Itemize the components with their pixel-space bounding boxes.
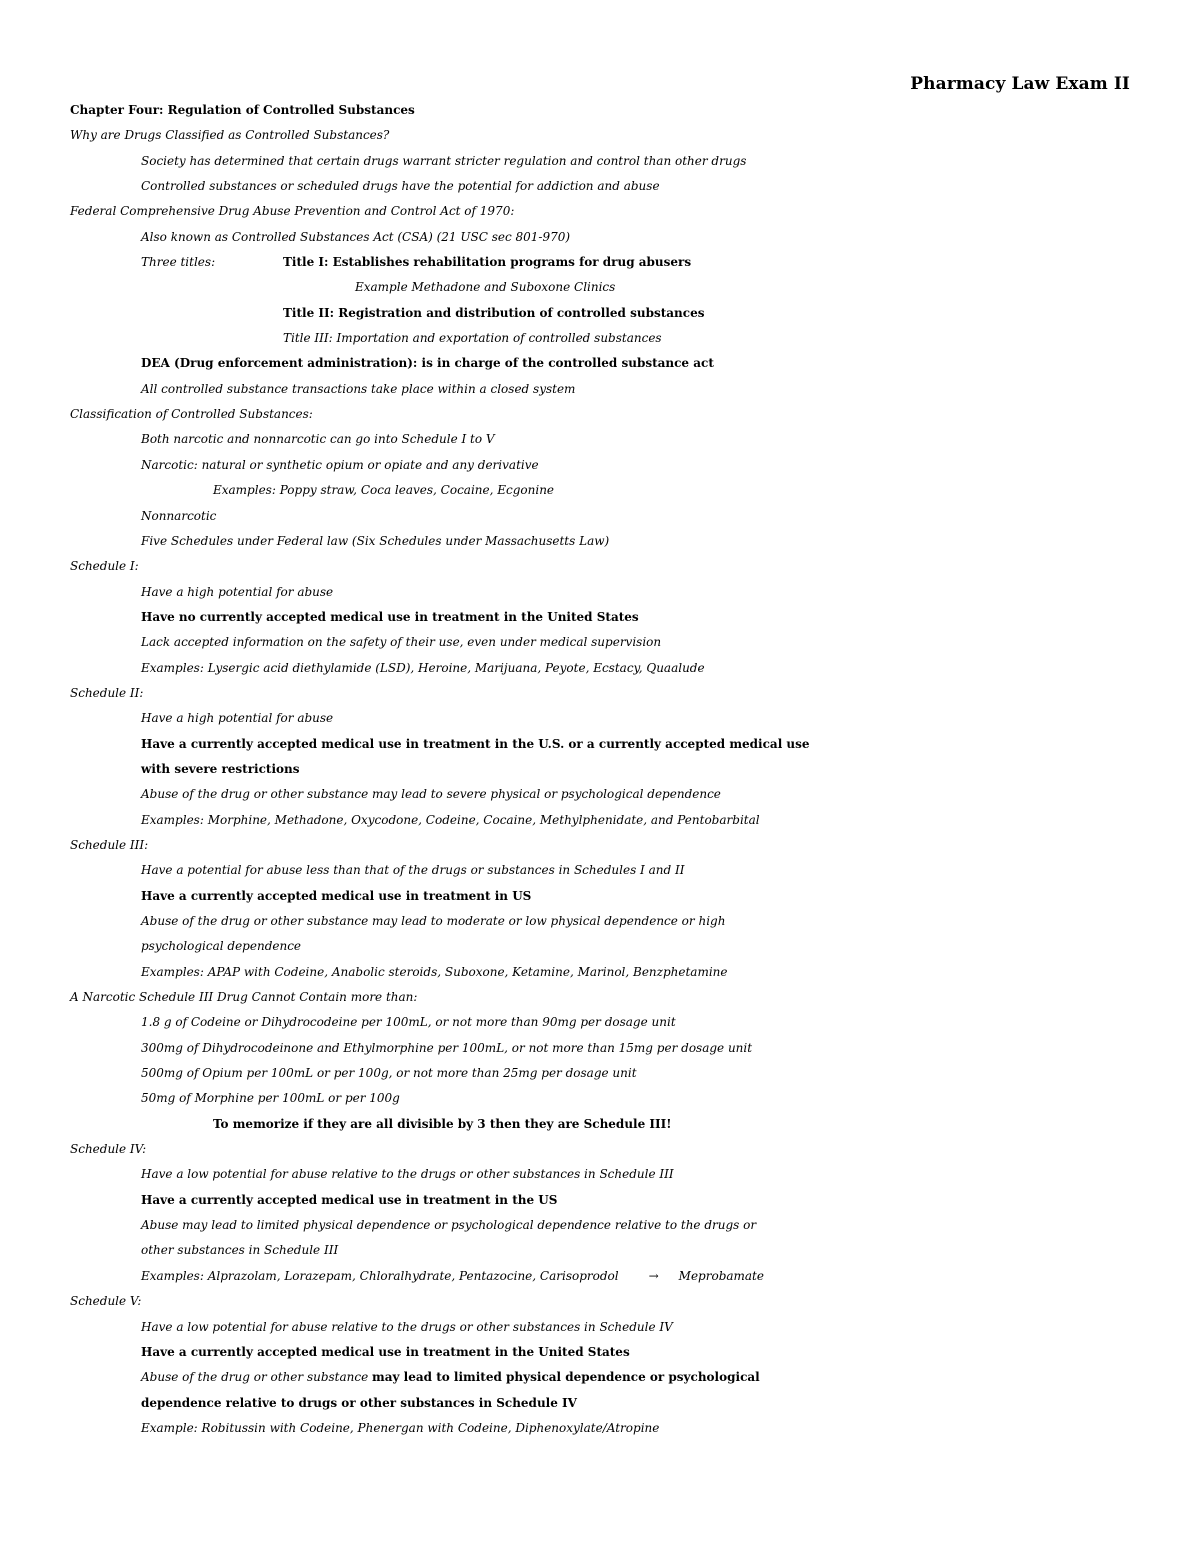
schedule-1-safety: Lack accepted information on the safety of their use, even under medical supervision <box>141 635 662 650</box>
classification-narcotic: Narcotic: natural or synthetic opium or opiate and any derivative <box>141 457 539 472</box>
schedule-3-heading: Schedule III: <box>70 837 149 852</box>
schedule-1-examples: Examples: Lysergic acid diethylamide (LSD), Heroine, Marijuana, Peyote, Ecstacy, Quaalude <box>141 660 705 675</box>
classification-both: Both narcotic and nonnarcotic can go into Schedule I to V <box>141 432 495 447</box>
schedule-5-dependence-bold: may lead to limited physical dependence or psychological <box>372 1370 760 1385</box>
narcotic-limit-item: 50mg of Morphine per 100mL or per 100g <box>141 1091 400 1106</box>
narcotic-limits-heading: A Narcotic Schedule III Drug Cannot Contain more than: <box>70 990 418 1005</box>
narcotic-limit-item: 1.8 g of Codeine or Dihydrocodeine per 100mL, or not more than 90mg per dosage unit <box>141 1015 676 1030</box>
schedule-2-heading: Schedule II: <box>70 685 144 700</box>
schedule-5-abuse: Have a low potential for abuse relative to the drugs or other substances in Schedule IV <box>141 1319 673 1334</box>
classification-nonnarcotic: Nonnarcotic <box>141 508 217 523</box>
why-point: Controlled substances or scheduled drugs have the potential for addiction and abuse <box>141 179 660 194</box>
chapter-title: Chapter Four: Regulation of Controlled Substances <box>70 103 415 117</box>
five-schedules: Five Schedules under Federal law (Six Schedules under Massachusetts Law) <box>141 533 610 548</box>
schedule-2-dependence: Abuse of the drug or other substance may lead to severe physical or psychological dependence <box>141 787 721 802</box>
classification-heading: Classification of Controlled Substances: <box>70 407 313 422</box>
schedule-3-use: Have a currently accepted medical use in treatment in US <box>141 888 532 903</box>
schedule-4-abuse: Have a low potential for abuse relative to the drugs or other substances in Schedule III <box>141 1167 674 1182</box>
schedule-4-examples: Examples: Alprazolam, Lorazepam, Chloralhydrate, Pentazocine, Carisoprodol <box>141 1268 619 1283</box>
page-header: Pharmacy Law Exam II <box>910 74 1130 94</box>
title-1-example: Example Methadone and Suboxone Clinics <box>355 280 616 295</box>
schedule-4-heading: Schedule IV: <box>70 1142 147 1157</box>
act-heading: Federal Comprehensive Drug Abuse Prevention and Control Act of 1970: <box>70 204 515 219</box>
schedule-5-use: Have a currently accepted medical use in treatment in the United States <box>141 1344 630 1359</box>
narcotic-limit-item: 300mg of Dihydrocodeinone and Ethylmorphine per 100mL, or not more than 15mg per dosage unit <box>141 1040 753 1055</box>
schedule-2-use-cont: with severe restrictions <box>141 761 300 776</box>
schedule-5-heading: Schedule V: <box>70 1294 142 1309</box>
schedule-4-examples-tail: Meprobamate <box>678 1268 764 1283</box>
schedule-1-abuse: Have a high potential for abuse <box>141 584 334 599</box>
narcotic-limit-item: 500mg of Opium per 100mL or per 100g, or not more than 25mg per dosage unit <box>141 1066 637 1081</box>
title-2: Title II: Registration and distribution of controlled substances <box>283 305 705 320</box>
memorize-tip: To memorize if they are all divisible by 3 then they are Schedule III! <box>213 1116 672 1131</box>
schedule-5-example: Example: Robitussin with Codeine, Phenergan with Codeine, Diphenoxylate/Atropine <box>141 1420 660 1435</box>
dea-line: DEA (Drug enforcement administration): is in charge of the controlled substance act <box>141 356 714 371</box>
closed-system-line: All controlled substance transactions take place within a closed system <box>141 381 576 396</box>
schedule-5-dependence-cont: dependence relative to drugs or other substances in Schedule IV <box>141 1395 577 1410</box>
schedule-4-dependence: Abuse may lead to limited physical dependence or psychological dependence relative to the drugs or <box>141 1218 757 1233</box>
why-heading: Why are Drugs Classified as Controlled Substances? <box>70 128 390 143</box>
schedule-1-use: Have no currently accepted medical use in treatment in the United States <box>141 609 639 624</box>
schedule-4-dependence-cont: other substances in Schedule III <box>141 1243 339 1258</box>
why-point: Society has determined that certain drugs warrant stricter regulation and control than other drugs <box>141 153 747 168</box>
schedule-5-dependence-italic: Abuse of the drug or other substance <box>141 1370 369 1385</box>
title-1: Title I: Establishes rehabilitation programs for drug abusers <box>283 255 692 270</box>
arrow-right-icon: → <box>648 1268 659 1283</box>
act-aka: Also known as Controlled Substances Act (CSA) (21 USC sec 801-970) <box>141 229 571 244</box>
schedule-5-dependence-row <box>0 1365 1200 1390</box>
schedule-3-examples: Examples: APAP with Codeine, Anabolic steroids, Suboxone, Ketamine, Marinol, Benzphetamine <box>141 964 728 979</box>
schedule-2-use: Have a currently accepted medical use in treatment in the U.S. or a currently accepted medical use <box>141 736 810 751</box>
schedule-3-dependence: Abuse of the drug or other substance may lead to moderate or low physical dependence or high <box>141 914 726 928</box>
schedule-2-abuse: Have a high potential for abuse <box>141 711 334 726</box>
schedule-2-examples: Examples: Morphine, Methadone, Oxycodone, Codeine, Cocaine, Methylphenidate, and Pentobarbital <box>141 812 760 827</box>
schedule-3-dependence-cont: psychological dependence <box>141 939 302 954</box>
schedule-3-abuse: Have a potential for abuse less than that of the drugs or substances in Schedules I and II <box>141 863 685 878</box>
title-3: Title III: Importation and exportation of controlled substances <box>283 331 662 346</box>
schedule-1-heading: Schedule I: <box>70 559 139 574</box>
three-titles-label: Three titles: <box>141 255 216 270</box>
schedule-4-use: Have a currently accepted medical use in treatment in the US <box>141 1192 558 1207</box>
narcotic-examples: Examples: Poppy straw, Coca leaves, Cocaine, Ecgonine <box>213 483 555 498</box>
schedule-4-examples-row <box>0 1264 1200 1289</box>
three-titles-row <box>0 250 1200 275</box>
document-body <box>0 98 1200 1441</box>
